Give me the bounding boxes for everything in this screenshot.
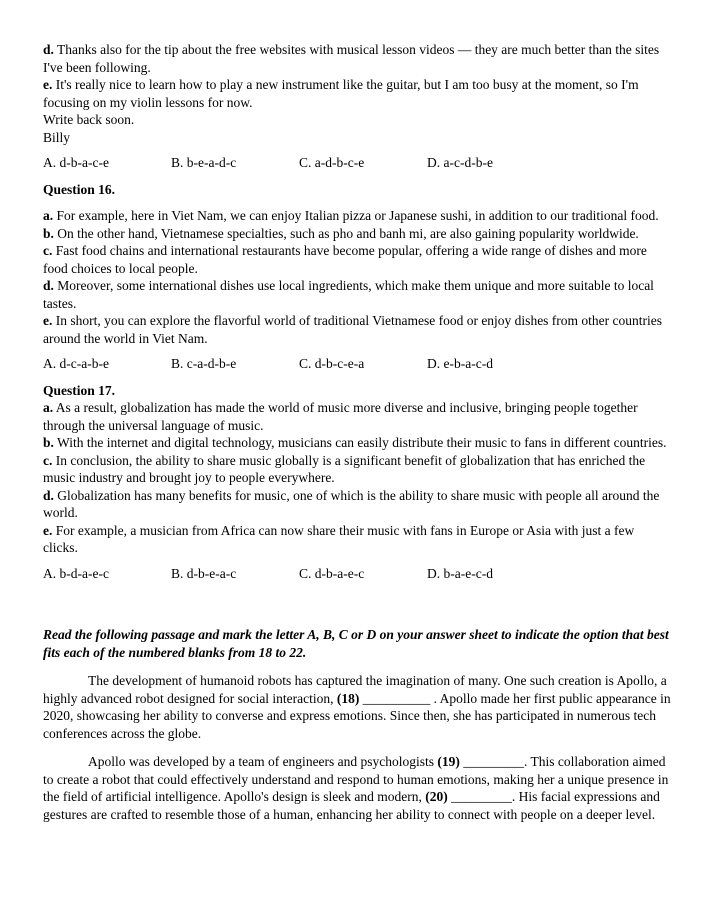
question-15-item-d (43, 41, 671, 76)
paragraph-text: Apollo was developed by a team of engineers and psychologists (88, 754, 438, 769)
item-label: c. (43, 452, 53, 468)
option-value: d-b-a-c-e (59, 155, 109, 170)
option-b (171, 355, 299, 373)
item-text: It's really nice to learn how to play a new instrument like the guitar, but I am too busy at the moment, so I'm focusing on my violin lessons for now. (43, 77, 639, 110)
option-letter: D. (427, 356, 441, 371)
item-text: For example, here in Viet Nam, we can enjoy Italian pizza or Japanese sushi, in addition to our traditional food. (56, 208, 659, 223)
paragraph-text: . His facial expressions and gestures are crafted to resemble those of a human, enhancing her ability to connect with people on a deeper level. (43, 789, 660, 822)
question-15-section (43, 41, 671, 172)
item-text: Moreover, some international dishes use local ingredients, which make them unique and more suitable to local tastes. (43, 278, 654, 311)
paragraph-text: . Apollo made her first public appearance in 2020, showcasing her ability to converse and express emotions. Since then, she has participated in numerous tech conferences across the globe. (43, 690, 671, 741)
item-label: b. (43, 435, 54, 450)
item-label: d. (43, 487, 54, 503)
question-16-heading: Question 16. (43, 181, 116, 197)
question-16-options-row (43, 355, 671, 373)
item-label: e. (43, 522, 53, 538)
item-text: As a result, globalization has made the world of music more diverse and inclusive, bringing people together through the universal language of music. (43, 400, 638, 433)
option-letter: D. (427, 565, 441, 581)
question-16-item-b (43, 225, 671, 243)
item-label: c. (43, 243, 53, 258)
question-15-item-e (43, 76, 671, 111)
question-17-item-c (43, 452, 671, 487)
item-text: Fast food chains and international restaurants have become popular, offering a wide range of dishes and more food choices to local people. (43, 243, 647, 276)
item-text: With the internet and digital technology, musicians can easily distribute their music to fans in different countries. (57, 435, 667, 450)
option-value: b-a-e-c-d (443, 565, 493, 581)
option-b (171, 154, 299, 172)
item-text: For example, a musician from Africa can now share their music with fans in Europe or Asia with just a few clicks. (43, 522, 635, 555)
question-17-item-d (43, 487, 671, 522)
option-letter: B. (171, 565, 184, 581)
item-text: Thanks also for the tip about the free websites with musical lesson videos — they are much better than the sites I've been following. (43, 42, 660, 75)
item-label: d. (43, 42, 54, 57)
question-16-item-c (43, 242, 671, 277)
option-c (299, 565, 427, 583)
option-value: a-d-b-c-e (314, 155, 365, 170)
blank-19-marker: (19) (437, 754, 460, 769)
option-a (43, 154, 171, 172)
option-value: b-d-a-e-c (59, 565, 109, 581)
question-17-section (43, 382, 671, 583)
option-value: b-e-a-d-c (186, 155, 237, 170)
item-label: b. (43, 225, 54, 241)
option-value: a-c-d-b-e (443, 155, 493, 170)
option-letter: A. (43, 565, 57, 581)
question-16-item-a (43, 207, 671, 225)
option-c (299, 154, 427, 172)
option-b (171, 565, 299, 583)
option-letter: C. (299, 565, 312, 581)
option-letter: A. (43, 356, 57, 371)
option-d (427, 154, 671, 172)
option-letter: C. (299, 155, 312, 170)
option-a (43, 565, 171, 583)
item-text: In conclusion, the ability to share music globally is a significant benefit of globalization that has enriched the music industry and brought joy to people everywhere. (43, 452, 646, 485)
question-17-item-a (43, 399, 671, 434)
item-text: Globalization has many benefits for music, one of which is the ability to share music with people all around the world. (43, 487, 660, 520)
passage-paragraph-2 (43, 753, 671, 823)
item-label: e. (43, 313, 53, 328)
blank-18-marker: (18) (336, 690, 360, 706)
question-17-heading: Question 17. (43, 382, 116, 398)
blank-20: _________ (447, 789, 512, 804)
option-value: d-b-a-e-c (314, 565, 365, 581)
item-label: a. (43, 400, 54, 415)
question-16-item-e (43, 312, 671, 347)
option-d (427, 355, 671, 373)
question-16-section (43, 181, 671, 373)
letter-closing-line: Write back soon. (43, 112, 135, 127)
passage-paragraph-1 (43, 672, 671, 742)
blank-20-marker: (20) (425, 789, 448, 804)
option-letter: C. (299, 356, 312, 371)
question-15-options-row (43, 154, 671, 172)
question-16-item-d (43, 277, 671, 312)
item-text: On the other hand, Vietnamese specialties, such as pho and banh mi, are also gaining popularity worldwide. (57, 225, 639, 241)
option-letter: B. (171, 155, 184, 170)
item-label: d. (43, 278, 54, 293)
option-value: e-b-a-c-d (443, 356, 493, 371)
blank-18: __________ (359, 690, 434, 706)
paragraph-text: The development of humanoid robots has captured the imagination of many. One such creation is Apollo, a highly advanced robot designed for social interaction, (43, 673, 667, 706)
reading-passage-section (43, 626, 671, 823)
option-letter: B. (171, 356, 184, 371)
item-label: e. (43, 77, 53, 92)
option-value: d-b-e-a-c (186, 565, 237, 581)
letter-signature: Billy (43, 129, 71, 145)
option-value: c-a-d-b-e (186, 356, 237, 371)
option-a (43, 355, 171, 373)
item-label: a. (43, 208, 54, 223)
passage-instruction: Read the following passage and mark the letter A, B, C or D on your answer sheet to indicate the option that best fits each of the numbered blanks from 18 to 22. (43, 627, 669, 660)
question-17-item-b (43, 434, 671, 452)
option-letter: A. (43, 155, 57, 170)
option-value: d-b-c-e-a (314, 356, 365, 371)
item-text: In short, you can explore the flavorful world of traditional Vietnamese food or enjoy dishes from other countries around the world in Viet Nam. (43, 313, 663, 346)
question-17-item-e (43, 522, 671, 557)
option-d (427, 565, 671, 583)
blank-19: _________ (459, 754, 525, 769)
option-c (299, 355, 427, 373)
option-letter: D. (427, 155, 441, 170)
paragraph-text: . This collaboration aimed to create a robot that could effectively understand and respond to human emotions, making her a unique presence in the field of artificial intelligence. Apollo's design is sleek and modern, (43, 754, 669, 804)
option-value: d-c-a-b-e (59, 356, 109, 371)
question-17-options-row (43, 565, 671, 583)
